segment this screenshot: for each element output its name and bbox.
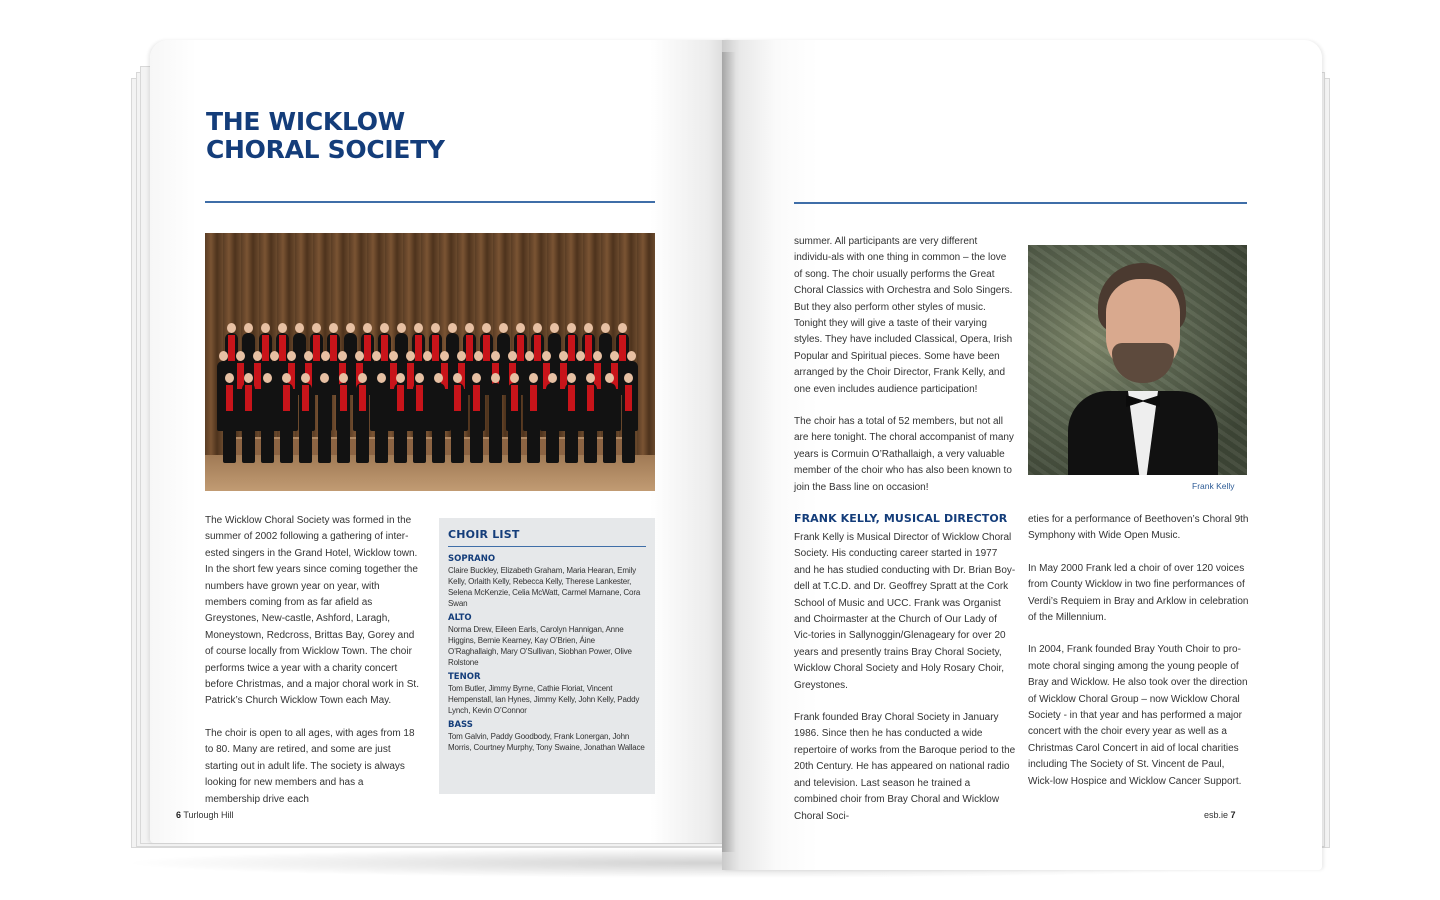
voice-heading: SOPRANO (448, 554, 496, 564)
intro-continued-text (794, 234, 1016, 512)
choir-member (318, 383, 331, 463)
section-heading: FRANK KELLY, MUSICAL DIRECTOR (794, 512, 1008, 525)
title-line-2: CHORAL SOCIETY (206, 135, 445, 164)
choir-member (394, 383, 407, 463)
choir-member (603, 383, 616, 463)
choir-photo (205, 233, 655, 491)
title-rule (205, 201, 655, 203)
body-paragraph: The choir has a total of 52 members, but not all are here tonight. The choral accompanist of many years is Cormuin O’Rathallaigh, a very valuable member of the choir who has also been known to join the Bass line on occasion! (794, 416, 1014, 493)
choir-member (508, 383, 521, 463)
choir-member (280, 383, 293, 463)
page-number: 6 (176, 810, 182, 820)
page-title (206, 108, 445, 164)
intro-paragraph: The choir is open to all ages, with ages from 18 to 80. Many are retired, and some are just starting out in adult life. The society is always looking for new members and has a membership drive each (205, 727, 415, 805)
director-text-col2 (1028, 512, 1250, 806)
choir-member (546, 383, 559, 463)
voice-members: Tom Butler, Jimmy Byrne, Cathie Floriat, Vincent Hempenstall, Ian Hynes, Jimmy Kelly, John Kelly, Paddy Lynch, Kevin O’Connor (448, 684, 640, 715)
right-page (722, 40, 1322, 870)
voice-members: Norma Drew, Eileen Earls, Carolyn Hannigan, Anne Higgins, Bernie Kearney, Kay O’Brien, Áine O’Raghallaigh, Mary O’Sullivan, Siobhan Power, Olive Rolstone (448, 625, 632, 667)
body-paragraph: Frank founded Bray Choral Society in January 1986. Since then he has conducted a wide repertoire of works from the Baroque period to the 20th Century. He has appeared on national radio and television. Last season he trained a combined choir from Bray Choral and Wicklow Choral Soci- (794, 712, 1016, 822)
left-folio (176, 810, 234, 820)
portrait-caption: Frank Kelly (1192, 481, 1235, 491)
folio-text: esb.ie (1204, 810, 1229, 820)
frank-kelly-portrait (1028, 245, 1247, 475)
voice-members: Claire Buckley, Elizabeth Graham, Maria Hearan, Emily Kelly, Orlaith Kelly, Rebecca Kelly, Therese Lankester, Selena McKenzie, Celia McWatt, Carmel Marnane, Cora Swan (448, 566, 641, 608)
choir-member (565, 383, 578, 463)
choir-member (356, 383, 369, 463)
left-page (150, 40, 732, 843)
choir-member (432, 383, 445, 463)
choir-member (413, 383, 426, 463)
intro-paragraph: The Wicklow Choral Society was formed in the summer of 2002 following a gathering of inter-ested singers in the Grand Hotel, Wicklow town. In the short few years since coming together the numbers have grown year on year, with members coming from as far afield as Greystones, New-castle, Ashford, Laragh, Moneystown, Redcross, Brittas Bay, Gorey and of course locally from Wicklow Town. The choir performs twice a year with a charity concert before Christmas, and a major choral work in St. Patrick’s Church Wicklow Town each May. (205, 515, 419, 707)
choir-member (584, 383, 597, 463)
choir-member (527, 383, 540, 463)
choir-list-box (439, 518, 655, 794)
choir-member (489, 383, 502, 463)
voice-heading: TENOR (448, 672, 481, 682)
voice-section-tenor (448, 671, 646, 716)
choir-member (470, 383, 483, 463)
voice-section-alto (448, 612, 646, 668)
choir-member (375, 383, 388, 463)
body-paragraph: In May 2000 Frank led a choir of over 120 voices from County Wicklow in two fine performances of Verdi’s Requiem in Bray and Arklow in celebration of the Millennium. (1028, 562, 1249, 624)
intro-text (205, 513, 420, 824)
choir-member (622, 383, 635, 463)
choir-member (223, 383, 236, 463)
body-paragraph: In 2004, Frank founded Bray Youth Choir to pro-mote choral singing among the young people of Bray and Wicklow. He also took over the direction of Wicklow Choral Group – now Wicklow Choral Society - in that year and has performed a major concert with the choir every year as well as a Christmas Carol Concert in aid of local charities including The Society of St. Vincent de Paul, Wick-low Hospice and Wicklow Cancer Support. (1028, 644, 1248, 787)
choir-member (337, 383, 350, 463)
voice-section-soprano (448, 553, 646, 609)
header-rule (794, 202, 1247, 204)
choir-list-heading: CHOIR LIST (448, 528, 646, 547)
right-folio (1204, 810, 1236, 820)
choir-member (299, 383, 312, 463)
voice-heading: BASS (448, 720, 473, 730)
title-line-1: THE WICKLOW (206, 107, 405, 136)
voice-members: Tom Galvin, Paddy Goodbody, Frank Lonergan, John Morris, Courtney Murphy, Tony Swaine, Jonathan Wallace (448, 732, 645, 752)
director-text-col1 (794, 530, 1016, 841)
choir-member (451, 383, 464, 463)
voice-section-bass (448, 719, 646, 753)
voice-heading: ALTO (448, 613, 472, 623)
choir-member (242, 383, 255, 463)
body-paragraph: eties for a performance of Beethoven’s Choral 9th Symphony with Wide Open Music. (1028, 514, 1249, 542)
body-paragraph: summer. All participants are very different individu-als with one thing in common – the love of song. The choir usually performs the Great Choral Classics with Orchestra and Solo Singers. But they also perform other styles of music. Tonight they will give a taste of their varying styles. They have included Classical, Opera, Irish Popular and Spiritual pieces. Some have been arranged by the Choir Director, Frank Kelly, and one even includes audience participation! (794, 236, 1013, 395)
folio-text: Turlough Hill (183, 810, 234, 820)
choir-member (261, 383, 274, 463)
book-gutter (722, 52, 736, 852)
page-number: 7 (1230, 810, 1236, 820)
body-paragraph: Frank Kelly is Musical Director of Wicklow Choral Society. His conducting career started in 1977 and he has studied conducting with Dr. Brian Boy-dell at T.C.D. and Dr. Geoffrey Spratt at the Cork School of Music and UCC. Frank was Organist and Choirmaster at the Church of Our Lady of Vic-tories in Sallynoggin/Glenageary for over 20 years and presently trains Bray Choral Society, Wicklow Choral Society and Holy Rosary Choir, Greystones. (794, 532, 1016, 691)
